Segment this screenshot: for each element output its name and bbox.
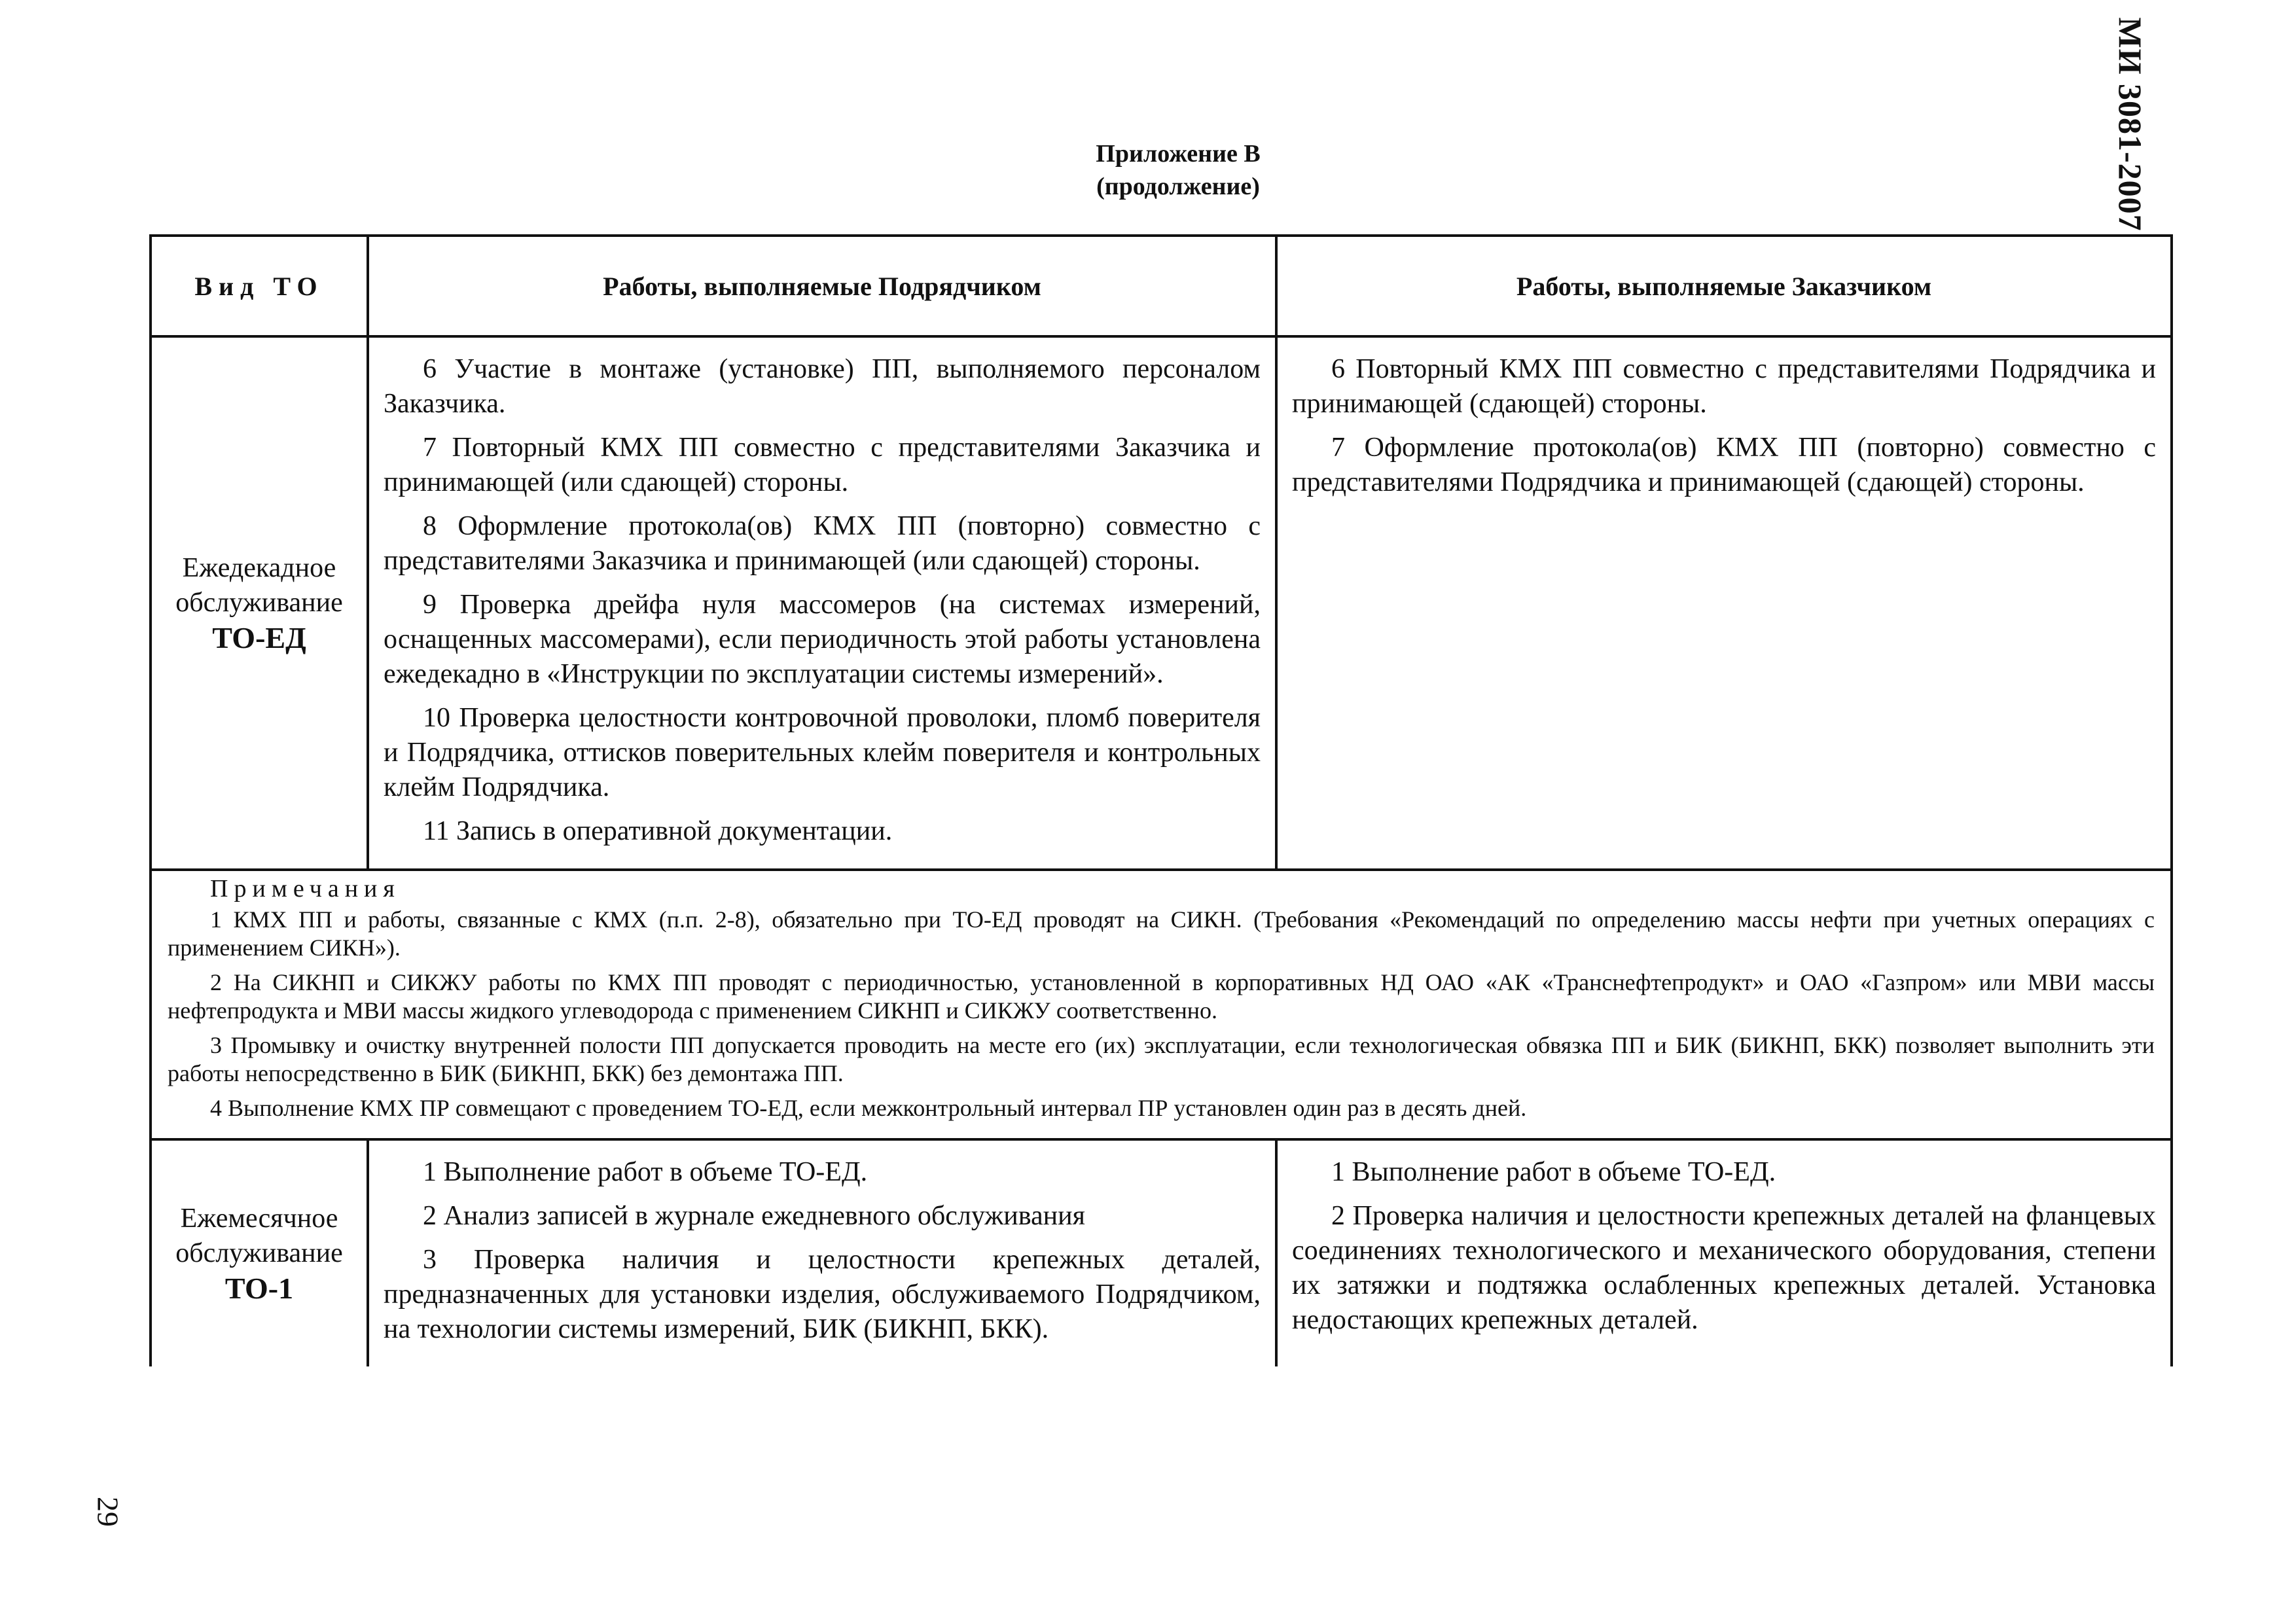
table-row-to-ed <box>151 336 2172 870</box>
notes-title: Примечания <box>210 875 401 902</box>
appendix-subtitle: (продолжение) <box>1096 173 1260 200</box>
note-item: 2 На СИКНП и СИКЖУ работы по КМХ ПП проводят с периодичностью, установленной в корпоративных НД ОАО «АК «Транснефтепродукт» и ОАО «Газпром» или МВИ массы нефтепродукта и МВИ массы жидкого углеводорода с применением СИКНП и СИКЖУ соответственно. <box>168 969 2155 1024</box>
note-item: 4 Выполнение КМХ ПР совмещают с проведением ТО-ЕД, если межконтрольный интервал ПР установлен один раз в десять дней. <box>210 1095 1527 1121</box>
kind-line: Ежедекадное <box>182 553 336 583</box>
work-item: 2 Проверка наличия и целостности крепежных деталей на фланцевых соединениях технологического и механического оборудования, степени их затяжки и подтяжка ослабленных крепежных деталей. Установка недостающих крепежных деталей. <box>1292 1201 2156 1335</box>
kind-line: обслуживание <box>175 588 343 618</box>
contractor-work-to-ed <box>368 336 1276 870</box>
note-item: 1 КМХ ПП и работы, связанные с КМХ (п.п. 2-8), обязательно при ТО-ЕД проводят на СИКН. (Требования «Рекомендаций по определению массы нефти при учетных операциях с применением СИКН»). <box>168 906 2155 961</box>
header-customer: Работы, выполняемые Заказчиком <box>1276 236 2172 336</box>
work-item: 3 Проверка наличия и целостности крепежных деталей, предназначенных для установки изделия, обслуживаемого Подрядчиком, на технологии системы измерений, БИК (БИКНП, БКК). <box>384 1245 1261 1344</box>
kind-cell-to-ed <box>151 336 368 870</box>
customer-work-to-1 <box>1276 1139 2172 1366</box>
work-item: 8 Оформление протокола(ов) КМХ ПП (повторно) совместно с представителями Заказчика и принимающей (или сдающей) стороны. <box>384 511 1261 576</box>
customer-work-to-ed <box>1276 336 2172 870</box>
work-item: 10 Проверка целостности контровочной проволоки, пломб поверителя и Подрядчика, оттисков поверительных клейм поверителя и контрольных клейм Подрядчика. <box>384 703 1261 802</box>
kind-cell-to-1 <box>151 1139 368 1366</box>
kind-code: ТО-1 <box>224 1272 294 1305</box>
kind-line: обслуживание <box>175 1238 343 1268</box>
contractor-work-to-1 <box>368 1139 1276 1366</box>
appendix-heading <box>0 137 2296 203</box>
appendix-title: Приложение В <box>1096 140 1261 168</box>
work-item: 1 Выполнение работ в объеме ТО-ЕД. <box>423 1157 868 1187</box>
work-item: 6 Повторный КМХ ПП совместно с представителями Подрядчика и принимающей (сдающей) стороны. <box>1292 354 2156 419</box>
page-number: 29 <box>91 1497 125 1527</box>
work-item: 6 Участие в монтаже (установке) ПП, выполняемого персоналом Заказчика. <box>384 354 1261 419</box>
work-item: 7 Повторный КМХ ПП совместно с представителями Заказчика и принимающей (или сдающей) стороны. <box>384 433 1261 497</box>
note-item: 3 Промывку и очистку внутренней полости ПП допускается проводить на месте его (их) эксплуатации, если технологическая обвязка ПП и БИК (БИКНП, БКК) позволяет выполнить эти работы непосредственно в БИК (БИКНП, БКК) без демонтажа ПП. <box>168 1032 2155 1086</box>
work-item: 11 Запись в оперативной документации. <box>423 816 893 846</box>
kind-code: ТО-ЕД <box>212 621 306 654</box>
document-code: МИ 3081-2007 <box>2112 17 2149 232</box>
table-header-row <box>151 236 2172 336</box>
work-item: 7 Оформление протокола(ов) КМХ ПП (повторно) совместно с представителями Подрядчика и принимающей (сдающей) стороны. <box>1292 433 2156 497</box>
work-item: 1 Выполнение работ в объеме ТО-ЕД. <box>1331 1157 1776 1187</box>
table-notes-row <box>151 870 2172 1139</box>
header-contractor: Работы, выполняемые Подрядчиком <box>368 236 1276 336</box>
kind-line: Ежемесячное <box>180 1204 338 1234</box>
work-item: 2 Анализ записей в журнале ежедневного обслуживания <box>423 1201 1085 1231</box>
maintenance-table <box>149 234 2173 1366</box>
table-row-to-1 <box>151 1139 2172 1366</box>
header-kind: Вид ТО <box>151 236 368 336</box>
notes-cell <box>151 870 2172 1139</box>
work-item: 9 Проверка дрейфа нуля массомеров (на системах измерений, оснащенных массомерами), если периодичность этой работы установлена ежедекадно в «Инструкции по эксплуатации системы измерений». <box>384 590 1261 689</box>
